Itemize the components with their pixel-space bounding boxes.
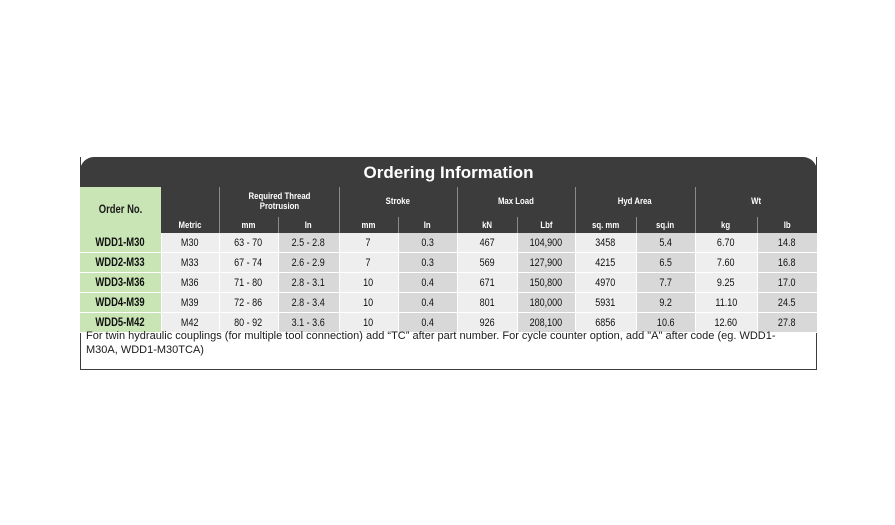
cell-area-sqin: 6.5 xyxy=(636,253,695,273)
cell-stroke-mm: 7 xyxy=(339,233,398,253)
cell-load-lbf: 208,100 xyxy=(517,313,575,333)
cell-stroke-in: 0.4 xyxy=(398,313,457,333)
cell-thread-in: 3.1 - 3.6 xyxy=(278,313,339,333)
stroke-header: Stroke xyxy=(339,187,457,217)
ordering-information-panel xyxy=(80,157,817,370)
thread-protrusion-header: Required Thread Protrusion xyxy=(219,187,339,217)
cell-wt-lb: 17.0 xyxy=(757,273,817,293)
cell-metric: M42 xyxy=(161,313,219,333)
cell-metric: M39 xyxy=(161,293,219,313)
cell-thread-in: 2.8 - 3.4 xyxy=(278,293,339,313)
cell-load-kn: 467 xyxy=(457,233,517,253)
subheader-area-sqmm: sq. mm xyxy=(575,217,636,233)
cell-area-sqin: 5.4 xyxy=(636,233,695,253)
cell-wt-kg: 11.10 xyxy=(695,293,757,313)
weight-header: Wt xyxy=(695,187,817,217)
subheader-thread-in: In xyxy=(278,217,339,233)
cell-wt-lb: 27.8 xyxy=(757,313,817,333)
metric-group-header xyxy=(161,187,219,217)
cell-area-sqin: 10.6 xyxy=(636,313,695,333)
order-code: WDD2-M33 xyxy=(80,253,161,273)
subheader-wt-lb: lb xyxy=(757,217,817,233)
cell-wt-lb: 14.8 xyxy=(757,233,817,253)
cell-stroke-in: 0.3 xyxy=(398,253,457,273)
cell-stroke-mm: 10 xyxy=(339,273,398,293)
subheader-area-sqin: sq.in xyxy=(636,217,695,233)
table-title: Ordering Information xyxy=(80,157,817,187)
cell-load-kn: 926 xyxy=(457,313,517,333)
cell-area-sqmm: 4215 xyxy=(575,253,636,273)
cell-wt-lb: 24.5 xyxy=(757,293,817,313)
cell-area-sqmm: 5931 xyxy=(575,293,636,313)
subheader-load-kn: kN xyxy=(457,217,517,233)
cell-load-lbf: 150,800 xyxy=(517,273,575,293)
cell-area-sqmm: 6856 xyxy=(575,313,636,333)
cell-load-kn: 801 xyxy=(457,293,517,313)
table-row xyxy=(80,233,817,253)
cell-wt-kg: 9.25 xyxy=(695,273,757,293)
max-load-header: Max Load xyxy=(457,187,575,217)
order-code: WDD1-M30 xyxy=(80,233,161,253)
cell-metric: M30 xyxy=(161,233,219,253)
cell-load-kn: 671 xyxy=(457,273,517,293)
table-row xyxy=(80,273,817,293)
cell-wt-kg: 12.60 xyxy=(695,313,757,333)
cell-load-lbf: 127,900 xyxy=(517,253,575,273)
cell-thread-mm: 67 - 74 xyxy=(219,253,278,273)
cell-area-sqin: 9.2 xyxy=(636,293,695,313)
cell-thread-in: 2.8 - 3.1 xyxy=(278,273,339,293)
order-no-header: Order No. xyxy=(80,187,161,233)
order-code: WDD5-M42 xyxy=(80,313,161,333)
cell-load-kn: 569 xyxy=(457,253,517,273)
subheader-stroke-mm: mm xyxy=(339,217,398,233)
table-row xyxy=(80,253,817,273)
hyd-area-header: Hyd Area xyxy=(575,187,695,217)
ordering-table xyxy=(80,187,818,333)
cell-wt-kg: 7.60 xyxy=(695,253,757,273)
order-code: WDD4-M39 xyxy=(80,293,161,313)
cell-wt-kg: 6.70 xyxy=(695,233,757,253)
ordering-note: For twin hydraulic couplings (for multiple tool connection) add “TC” after part number. For cycle counter option, add "A" after code (eg. WDD1-M30A, WDD1-M30TCA) xyxy=(86,330,776,356)
cell-stroke-in: 0.4 xyxy=(398,293,457,313)
cell-stroke-mm: 7 xyxy=(339,253,398,273)
subheader-thread-mm: mm xyxy=(219,217,278,233)
cell-thread-mm: 80 - 92 xyxy=(219,313,278,333)
cell-thread-in: 2.5 - 2.8 xyxy=(278,233,339,253)
order-code: WDD3-M36 xyxy=(80,273,161,293)
cell-stroke-in: 0.4 xyxy=(398,273,457,293)
cell-thread-mm: 63 - 70 xyxy=(219,233,278,253)
subheader-metric: Metric xyxy=(161,217,219,233)
cell-stroke-mm: 10 xyxy=(339,313,398,333)
cell-thread-mm: 72 - 86 xyxy=(219,293,278,313)
subheader-load-lbf: Lbf xyxy=(517,217,575,233)
cell-area-sqin: 7.7 xyxy=(636,273,695,293)
cell-thread-in: 2.6 - 2.9 xyxy=(278,253,339,273)
cell-load-lbf: 180,000 xyxy=(517,293,575,313)
cell-area-sqmm: 3458 xyxy=(575,233,636,253)
cell-wt-lb: 16.8 xyxy=(757,253,817,273)
cell-thread-mm: 71 - 80 xyxy=(219,273,278,293)
cell-metric: M36 xyxy=(161,273,219,293)
subheader-stroke-in: In xyxy=(398,217,457,233)
cell-stroke-mm: 10 xyxy=(339,293,398,313)
cell-load-lbf: 104,900 xyxy=(517,233,575,253)
subheader-wt-kg: kg xyxy=(695,217,757,233)
cell-stroke-in: 0.3 xyxy=(398,233,457,253)
table-row xyxy=(80,293,817,313)
cell-area-sqmm: 4970 xyxy=(575,273,636,293)
cell-metric: M33 xyxy=(161,253,219,273)
